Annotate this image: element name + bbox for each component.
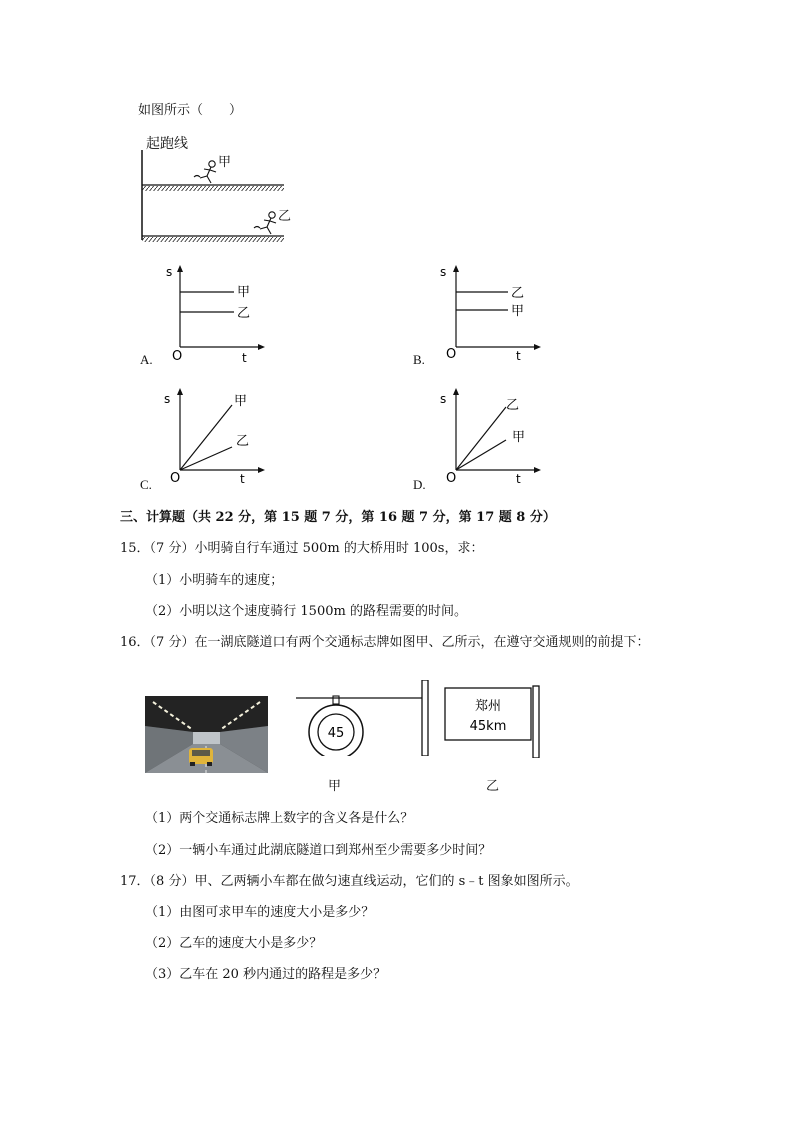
q17-part-2: （2）乙车的速度大小是多少？ [145, 936, 323, 951]
option-b-letter[interactable]: B. [413, 352, 425, 367]
q17-part-3: （3）乙车在 20 秒内通过的路程是多少？ [145, 967, 387, 982]
axis-s-label: s [166, 265, 173, 279]
race-figure [136, 128, 296, 248]
lane-hatch-bottom [142, 237, 284, 242]
q14-tail: 如图所示（ ） [138, 103, 243, 118]
axis-s-label: s [440, 265, 447, 279]
origin-label: O [172, 349, 183, 364]
axis-t-label: t [516, 349, 521, 363]
x-axis-arrow [534, 344, 541, 350]
speed-sign-figure [292, 680, 432, 756]
line-upper [180, 405, 232, 470]
axis-t-label: t [242, 351, 247, 365]
runner-a-icon [194, 161, 216, 183]
series-label-lower: 甲 [511, 304, 525, 319]
series-label-upper: 乙 [511, 286, 525, 301]
option-a-graph [160, 262, 270, 367]
line-upper [456, 407, 506, 470]
series-label-upper: 甲 [234, 394, 248, 409]
runner-b-icon [254, 212, 276, 234]
axis-t-label: t [516, 472, 521, 486]
y-axis-arrow [177, 388, 183, 395]
q17-stem: 17．（8 分）甲、乙两辆小车都在做匀速直线运动，它们的 s﹣t 图象如图所示。 [120, 874, 579, 889]
y-axis-arrow [177, 265, 183, 272]
origin-label: O [446, 347, 457, 362]
axis-s-label: s [440, 392, 447, 406]
q15-stem: 15．（7 分）小明骑自行车通过 500m 的大桥用时 100s，求： [120, 541, 484, 556]
runner-a-label: 甲 [218, 155, 232, 170]
option-b-graph [436, 262, 546, 367]
series-label-lower: 乙 [236, 434, 250, 449]
line-lower [456, 440, 506, 470]
q16-part-2: （2）一辆小车通过此湖底隧道口到郑州至少需要多少时间？ [145, 843, 492, 858]
q16-part-1: （1）两个交通标志牌上数字的含义各是什么？ [145, 811, 414, 826]
option-c-letter[interactable]: C. [140, 477, 152, 492]
lane-hatch-top [142, 186, 284, 191]
q16-stem: 16．（7 分）在一湖底隧道口有两个交通标志牌如图甲、乙所示，在遵守交通规则的前提下： [120, 635, 650, 650]
option-d-letter[interactable]: D. [413, 477, 426, 492]
x-axis-arrow [534, 467, 541, 473]
tunnel-photo [145, 696, 268, 773]
runner-b-label: 乙 [278, 209, 292, 224]
series-label-upper: 甲 [237, 285, 251, 300]
q15-part-2: （2）小明以这个速度骑行 1500m 的路程需要的时间。 [145, 604, 467, 619]
series-label-lower: 甲 [512, 430, 526, 445]
y-axis-arrow [453, 388, 459, 395]
origin-label: O [446, 471, 457, 486]
line-lower [180, 447, 232, 470]
sign-pole [422, 680, 428, 756]
axis-s-label: s [164, 392, 171, 406]
sign-city: 郑州 [474, 699, 502, 714]
q15-part-1: （1）小明骑车的速度； [145, 573, 284, 588]
option-c-graph [160, 385, 270, 490]
axis-t-label: t [240, 472, 245, 486]
series-label-lower: 乙 [237, 306, 251, 321]
series-label-upper: 乙 [506, 398, 520, 413]
sign-distance: 45km [469, 719, 507, 734]
section-title: 三、计算题（共 22 分，第 15 题 7 分，第 16 题 7 分，第 17 题 8 分） [120, 510, 556, 525]
start-line-label: 起跑线 [146, 136, 188, 152]
q17-part-1: （1）由图可求甲车的速度大小是多少？ [145, 905, 375, 920]
x-axis-arrow [258, 467, 265, 473]
option-a-letter[interactable]: A. [140, 352, 153, 367]
x-axis-arrow [258, 344, 265, 350]
caption-b: 乙 [486, 779, 500, 794]
option-d-graph [436, 385, 546, 490]
distance-sign-pole [533, 686, 539, 758]
speed-limit-value: 45 [327, 726, 345, 741]
sign-hanger [333, 696, 339, 704]
y-axis-arrow [453, 265, 459, 272]
caption-a: 甲 [328, 779, 342, 794]
origin-label: O [170, 471, 181, 486]
distance-sign-figure [440, 682, 550, 758]
